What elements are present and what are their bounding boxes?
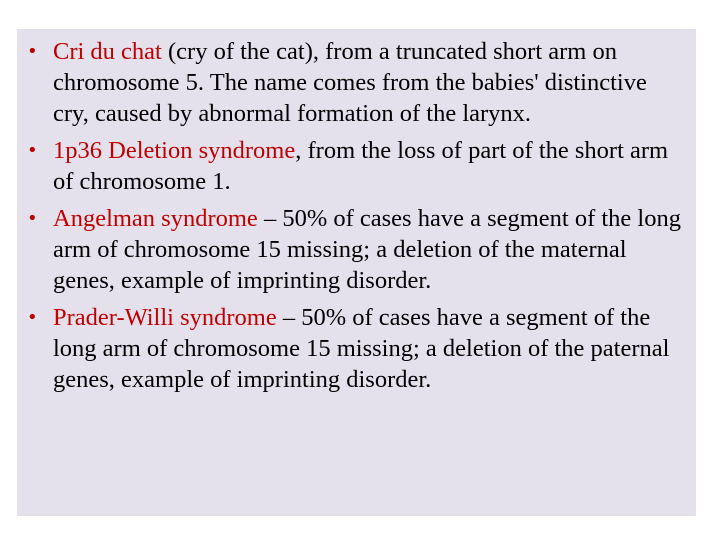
bullet-icon: • <box>27 208 38 229</box>
description-1p36-deletion: , from the loss of part of the short arm of chromosome 1. <box>53 137 669 195</box>
bullet-icon: • <box>27 307 38 328</box>
term-angelman: Angelman syndrome <box>53 205 258 232</box>
term-prader-willi: Prader-Willi syndrome <box>53 304 277 331</box>
list-item-cri-du-chat <box>17 36 696 129</box>
bullet-list <box>17 36 696 401</box>
list-item-angelman <box>17 203 696 296</box>
term-1p36-deletion: 1p36 Deletion syndrome <box>53 137 296 164</box>
term-cri-du-chat: Cri du chat <box>53 38 162 65</box>
list-item-1p36-deletion <box>17 135 696 197</box>
slide-content <box>17 29 696 516</box>
list-item-prader-willi <box>17 302 696 395</box>
description-prader-willi: – 50% of cases have a segment of the long arm of chromosome 15 missing; a deletion of the paternal genes, example of imprinting disorder. <box>53 304 670 393</box>
bullet-icon: • <box>27 41 38 62</box>
bullet-icon: • <box>27 140 38 161</box>
description-cri-du-chat: (cry of the cat), from a truncated short arm on chromosome 5. The name comes from the babies' distinctive cry, caused by abnormal formation of the larynx. <box>53 38 647 127</box>
description-angelman: – 50% of cases have a segment of the long arm of chromosome 15 missing; a deletion of the maternal genes, example of imprinting disorder. <box>53 205 681 294</box>
